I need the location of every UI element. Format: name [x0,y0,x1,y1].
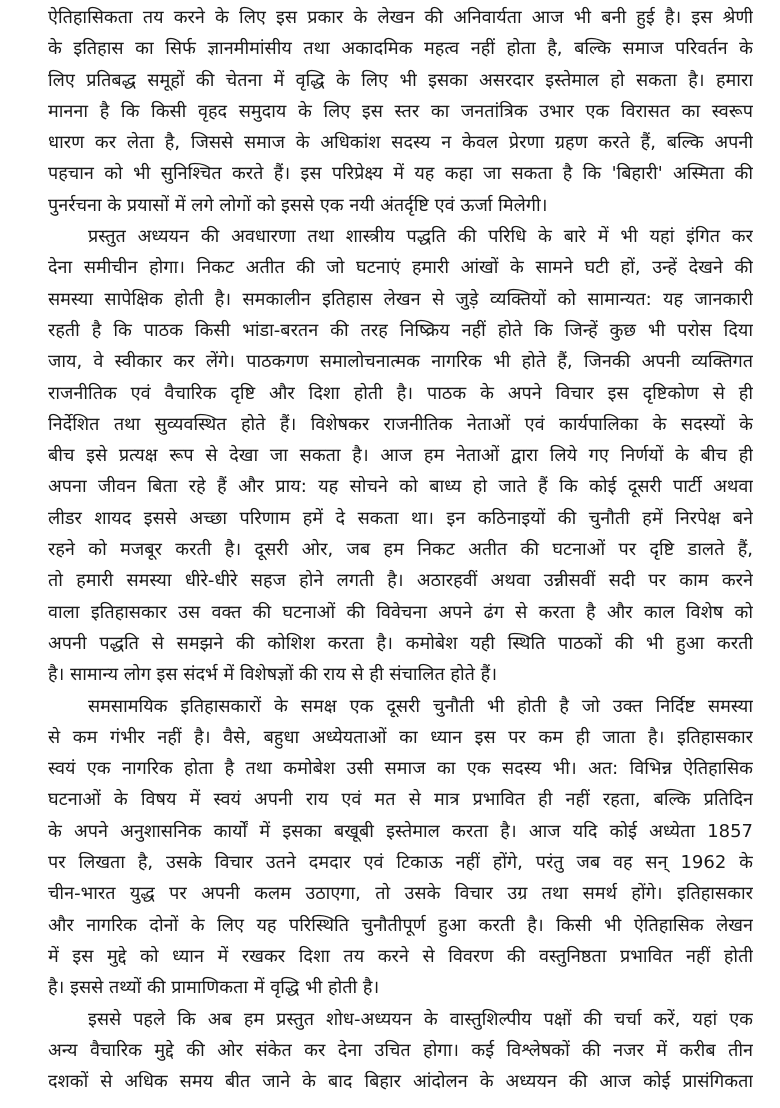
text-line: पर लिखता है, उसके विचार उतने दमदार एवं टिकाऊ नहीं होंगे, परंतु जब वह सन् 1962 के [48,852,753,874]
text-line: निर्देशित तथा सुव्यवस्थित होते हैं। विशेषकर राजनीतिक नेताओं एवं कार्यपालिका के सदस्यों के [48,413,753,435]
text-line: में इस मुद्दे को ध्यान में रखकर दिशा तय करने से विवरण की वस्तुनिष्ठता प्रभावित नहीं होती [48,945,753,967]
text-line: ऐतिहासिकता तय करने के लिए इस प्रकार के लेखन की अनिवार्यता आज भी बनी हुई है। इस श्रेणी [48,7,753,28]
text-line: चीन-भारत युद्ध पर अपनी कलम उठाएगा, तो उसके विचार उग्र तथा समर्थ होंगे। इतिहासकार [48,883,753,905]
text-line: पुनर्रचना के प्रयासों में लगे लोगों को इससे एक नयी अंतर्दृष्टि एवं ऊर्जा मिलेगी। [48,194,548,216]
text-line: इससे पहले कि अब हम प्रस्तुत शोध-अध्ययन के वास्तुशिल्पीय पक्षों की चर्चा करें, यहां एक [88,1008,753,1030]
text-line: जाय, वे स्वीकार कर लेंगे। पाठकगण समालोचनात्मक नागरिक भी होते हैं, जिनकी अपनी व्यक्तिगत [48,351,753,373]
text-line: रहती है कि पाठक किसी भांडा-बरतन की तरह निष्क्रिय नहीं होते कि जिन्हें कुछ भी परोस दिया [48,319,753,341]
text-line: रहने को मजबूर करती है। दूसरी ओर, जब हम निकट अतीत की घटनाओं पर दृष्टि डालते हैं, [48,539,753,561]
text-line: तो हमारी समस्या धीरे-धीरे सहज होने लगती है। अठारहवीं अथवा उन्नीसवीं सदी पर काम करने [48,570,753,592]
text-line: दशकों से अधिक समय बीत जाने के बाद बिहार आंदोलन के अध्ययन की आज कोई प्रासंगिकता [48,1071,753,1093]
text-line: लीडर शायद इससे अच्छा परिणाम हमें दे सकता था। इन कठिनाइयों की चुनौती हमें निरपेक्ष बने [48,507,753,529]
text-line: समस्या सापेक्षिक होती है। समकालीन इतिहास लेखन से जुड़े व्यक्तियों को सामान्यत: यह जानकारी [48,288,753,310]
paragraph [48,691,753,1004]
text-line: बीच इसे प्रत्यक्ष रूप से देखा जा सकता है। आज हम नेताओं द्वारा लिये गए निर्णयों के बीच ही [48,445,753,467]
text-line: प्रस्तुत अध्ययन की अवधारणा तथा शास्त्रीय पद्धति की परिधि के बारे में भी यहां इंगित कर [88,226,753,248]
text-line: अपनी पद्धति से समझने की कोशिश करता है। कमोबेश यही स्थिति पाठकों की भी हुआ करती [48,632,753,654]
text-line: पहचान को भी सुनिश्चित करते हैं। इस परिप्रेक्ष्य में यह कहा जा सकता है कि 'बिहारी' अस्मिता की [48,163,753,185]
text-line: है। इससे तथ्यों की प्रामाणिकता में वृद्धि भी होती है। [48,977,380,999]
text-line: और नागरिक दोनों के लिए यह परिस्थिति चुनौतीपूर्ण हुआ करती है। किसी भी ऐतिहासिक लेखन [48,914,753,936]
text-line: घटनाओं के विषय में स्वयं अपनी राय एवं मत से मात्र प्रभावित ही नहीं रहता, बल्कि प्रतिदिन [48,789,753,811]
text-line: वाला इतिहासकार उस वक्त की घटनाओं की विवेचना अपने ढंग से करता है और काल विशेष को [48,601,753,623]
text-line: अपना जीवन बिता रहे हैं और प्राय: यह सोचने को बाध्य हो जाते हैं कि कोई दूसरी पार्टी अथवा [48,476,753,498]
text-line: से कम गंभीर नहीं है। वैसे, बहुधा अध्येयताओं का ध्यान इस पर कम ही जाता है। इतिहासकार [48,726,753,748]
text-line: है। सामान्य लोग इस संदर्भ में विशेषज्ञों की राय से ही संचालित होते हैं। [48,664,498,686]
paragraph [48,2,753,221]
text-line: समसामयिक इतिहासकारों के समक्ष एक दूसरी चुनौती भी होती है जो उक्त निर्दिष्ट समस्या [88,695,753,717]
document-page [48,2,753,1097]
text-line: के अपने अनुशासनिक कार्यों में इसका बखूबी इस्तेमाल करता है। आज यदि कोई अध्येता 1857 [48,820,753,842]
text-line: राजनीतिक एवं वैचारिक दृष्टि और दिशा होती है। पाठक के अपने विचार इस दृष्टिकोण से ही [48,382,753,404]
paragraph [48,221,753,690]
text-line: देना समीचीन होगा। निकट अतीत की जो घटनाएं हमारी आंखों के सामने घटी हों, उन्हें देखने की [48,257,753,279]
text-line: के इतिहास का सिर्फ ज्ञानमीमांसीय तथा अकादमिक महत्व नहीं होता है, बल्कि समाज परिवर्तन के [48,38,753,60]
text-line: मानना है कि किसी वृहद समुदाय के लिए इस स्तर का जनतांत्रिक उभार एक विरासत का स्वरूप [48,100,753,122]
text-line: लिए प्रतिबद्ध समूहों की चेतना में वृद्धि के लिए भी इसका असरदार इस्तेमाल हो सकता है। हमारा [48,69,753,91]
text-line: धारण कर लेता है, जिससे समाज के अधिकांश सदस्य न केवल प्रेरणा ग्रहण करते हैं, बल्कि अपनी [48,132,753,154]
text-line: स्वयं एक नागरिक होता है तथा कमोबेश उसी समाज का एक सदस्य भी। अत: विभिन्न ऐतिहासिक [48,758,753,780]
text-line: अन्य वैचारिक मुद्दे की ओर संकेत कर देना उचित होगा। कई विश्लेषकों की नजर में करीब तीन [48,1039,753,1061]
paragraph [48,1004,753,1098]
